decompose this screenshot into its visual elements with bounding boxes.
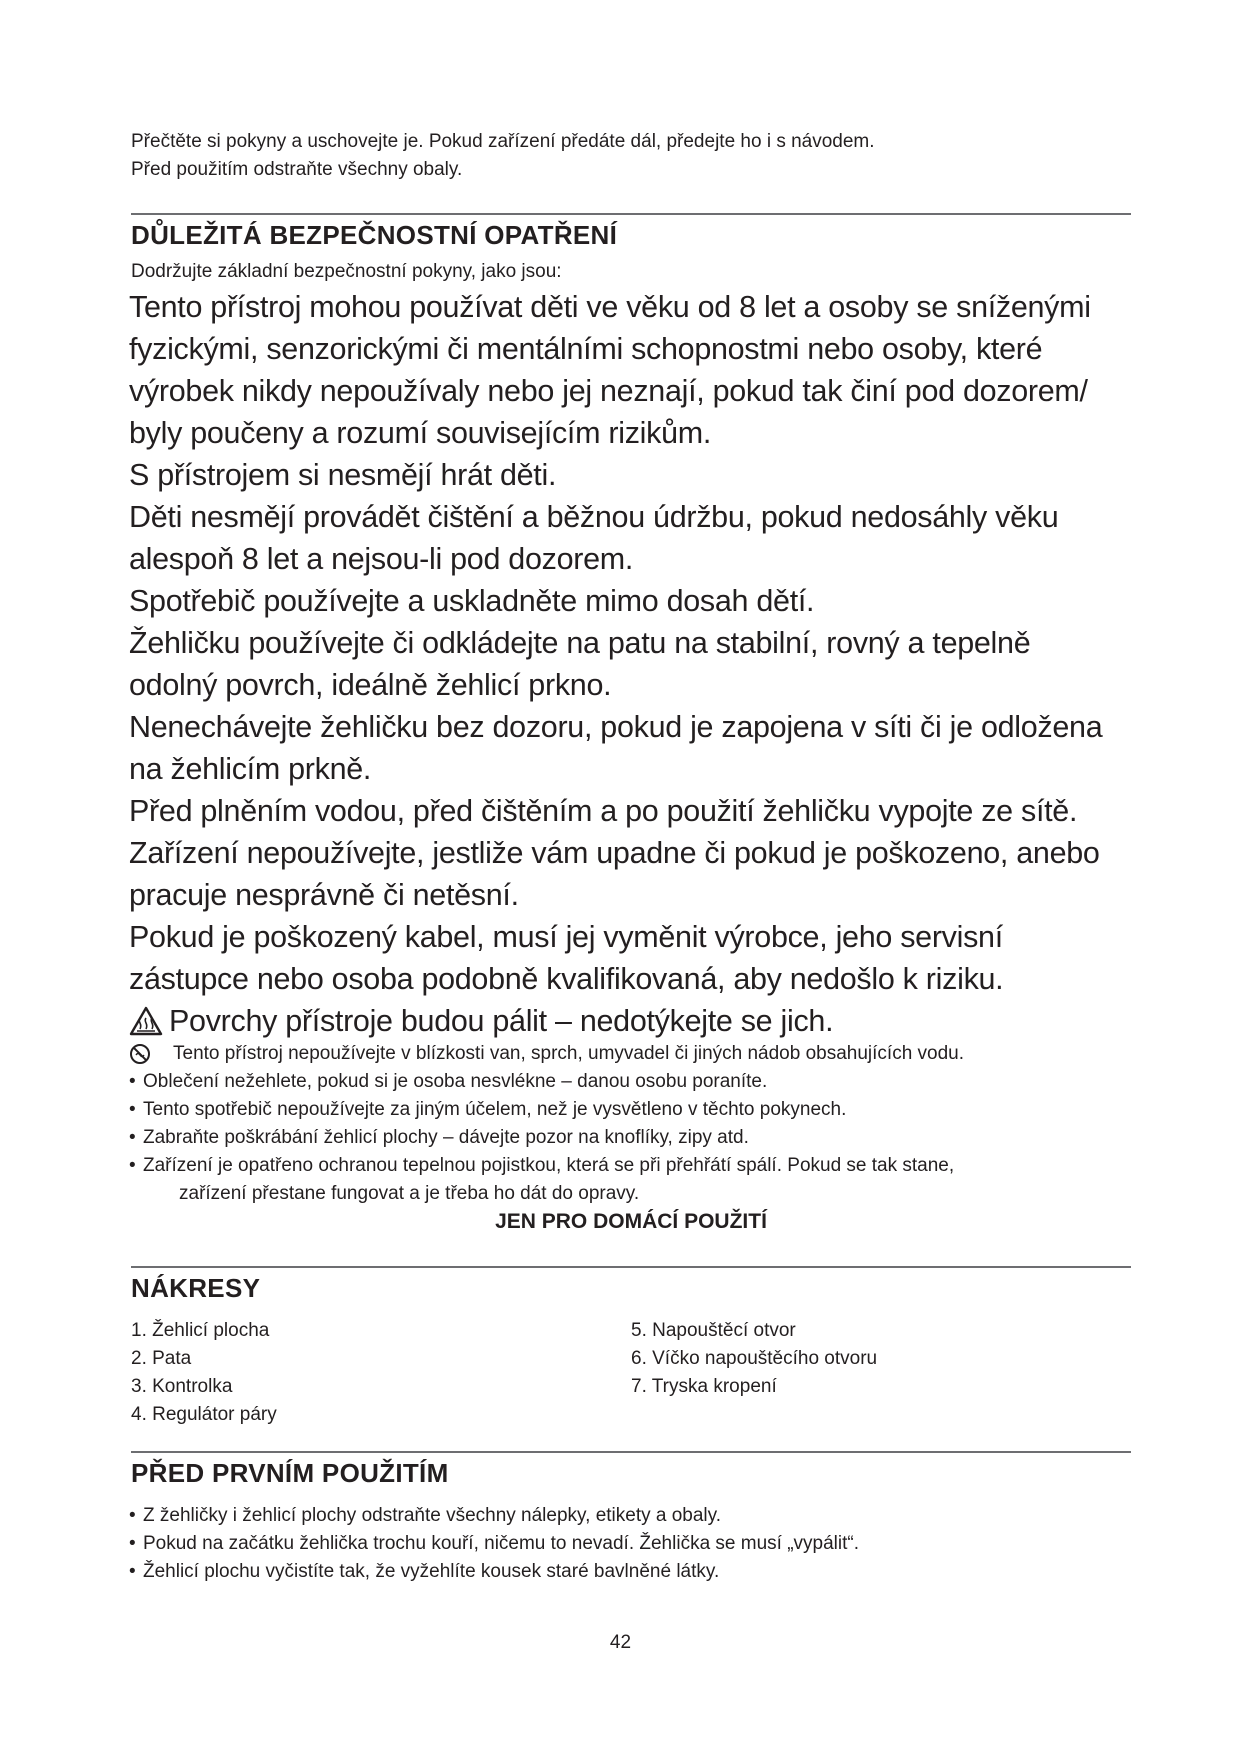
list-item: 6. Víčko napouštěcího otvoru	[631, 1348, 878, 1369]
household-use-only: JEN PRO DOMÁCÍ POUŽITÍ	[495, 1210, 767, 1233]
safety-large-text	[129, 286, 1139, 1042]
list-item: • Zařízení je opatřeno ochranou tepelnou pojistkou, která se při přehřátí spálí. Pokud se tak stane, zařízení přestane fungovat a je třeba ho dát do opravy.	[129, 1152, 1139, 1208]
list-item: 7. Tryska kropení	[631, 1376, 777, 1397]
list-item: 3. Kontrolka	[131, 1376, 233, 1397]
parts-column-right	[631, 1317, 1131, 1429]
list-item: • Zabraňte poškrábání žehlicí plochy – dávejte pozor na knoflíky, zipy atd.	[129, 1127, 749, 1148]
safety-bullet-list	[129, 1040, 1139, 1208]
drawings-heading: NÁKRESY	[131, 1273, 261, 1303]
list-item: • Tento spotřebič nepoužívejte za jiným účelem, než je vysvětleno v těchto pokynech.	[129, 1099, 847, 1120]
safety-line: Žehličku používejte či odkládejte na patu na stabilní, rovný a tepelně	[129, 626, 1031, 660]
divider-drawings	[131, 1266, 1131, 1268]
safety-line: odolný povrch, ideálně žehlicí prkno.	[129, 668, 612, 702]
safety-line: zástupce nebo osoba podobně kvalifikovaná, aby nedošlo k riziku.	[129, 962, 1004, 996]
safety-line: Spotřebič používejte a uskladněte mimo dosah dětí.	[129, 584, 815, 618]
safety-line: Zařízení nepoužívejte, jestliže vám upadne či pokud je poškozeno, anebo	[129, 836, 1100, 870]
safety-line: Děti nesmějí provádět čištění a běžnou údržbu, pokud nedosáhly věku	[129, 500, 1059, 534]
no-water-icon	[129, 1043, 151, 1065]
safety-heading: DŮLEŽITÁ BEZPEČNOSTNÍ OPATŘENÍ	[131, 220, 618, 250]
list-item: 1. Žehlicí plocha	[131, 1320, 270, 1341]
list-item: 5. Napouštěcí otvor	[631, 1320, 796, 1341]
list-item: • Žehlicí plochu vyčistíte tak, že vyžehlíte kousek staré bavlněné látky.	[129, 1561, 720, 1582]
list-item: 2. Pata	[131, 1348, 192, 1369]
hot-surface-icon	[129, 1006, 163, 1036]
first-use-heading: PŘED PRVNÍM POUŽITÍM	[131, 1458, 449, 1488]
safety-line: výrobek nikdy nepoužívaly nebo jej neznají, pokud tak činí pod dozorem/	[129, 374, 1088, 408]
safety-line: alespoň 8 let a nejsou-li pod dozorem.	[129, 542, 634, 576]
safety-line: byly poučeny a rozumí souvisejícím rizikům.	[129, 416, 712, 450]
intro-line-2: Před použitím odstraňte všechny obaly.	[131, 159, 463, 180]
page-number: 42	[609, 1632, 632, 1653]
first-use-bullet-list	[129, 1502, 1139, 1586]
water-warning-text: Tento přístroj nepoužívejte v blízkosti van, sprch, umyvadel či jiných nádob obsahujících vodu.	[173, 1043, 965, 1064]
safety-line: na žehlicím prkně.	[129, 752, 372, 786]
intro-line-1: Přečtěte si pokyny a uschovejte je. Pokud zařízení předáte dál, předejte ho i s návodem.	[131, 131, 875, 152]
safety-line: Nenechávejte žehličku bez dozoru, pokud je zapojena v síti či je odložena	[129, 710, 1103, 744]
intro	[131, 128, 1131, 184]
safety-lead: Dodržujte základní bezpečnostní pokyny, jako jsou:	[131, 261, 562, 282]
list-item: • Z žehličky i žehlicí plochy odstraňte všechny nálepky, etikety a obaly.	[129, 1505, 722, 1526]
safety-line: Před plněním vodou, před čištěním a po použití žehličku vypojte ze sítě.	[129, 794, 1078, 828]
parts-column-left	[131, 1317, 631, 1429]
hot-surface-text: Povrchy přístroje budou pálit – nedotýkejte se jich.	[169, 1004, 834, 1038]
safety-line: Tento přístroj mohou používat děti ve věku od 8 let a osoby se sníženými	[129, 290, 1091, 324]
safety-line: Pokud je poškozený kabel, musí jej vyměnit výrobce, jeho servisní	[129, 920, 1003, 954]
divider-safety	[131, 213, 1131, 215]
safety-line: S přístrojem si nesmějí hrát děti.	[129, 458, 557, 492]
list-item	[129, 1040, 1139, 1068]
fuse-line-1: Zařízení je opatřeno ochranou tepelnou pojistkou, která se při přehřátí spálí. Pokud se tak stane,	[143, 1155, 955, 1176]
divider-first-use	[131, 1451, 1131, 1453]
parts-list	[131, 1317, 1131, 1429]
list-item: 4. Regulátor páry	[131, 1404, 277, 1425]
hot-surface-warning	[129, 1000, 1139, 1042]
safety-line: pracuje nesprávně či netěsní.	[129, 878, 519, 912]
safety-line: fyzickými, senzorickými či mentálními schopnostmi nebo osoby, které	[129, 332, 1043, 366]
fuse-line-2: zařízení přestane fungovat a je třeba ho dát do opravy.	[179, 1183, 640, 1204]
list-item: • Pokud na začátku žehlička trochu kouří, ničemu to nevadí. Žehlička se musí „vypálit“.	[129, 1533, 859, 1554]
list-item: • Oblečení nežehlete, pokud si je osoba nesvlékne – danou osobu poraníte.	[129, 1071, 768, 1092]
